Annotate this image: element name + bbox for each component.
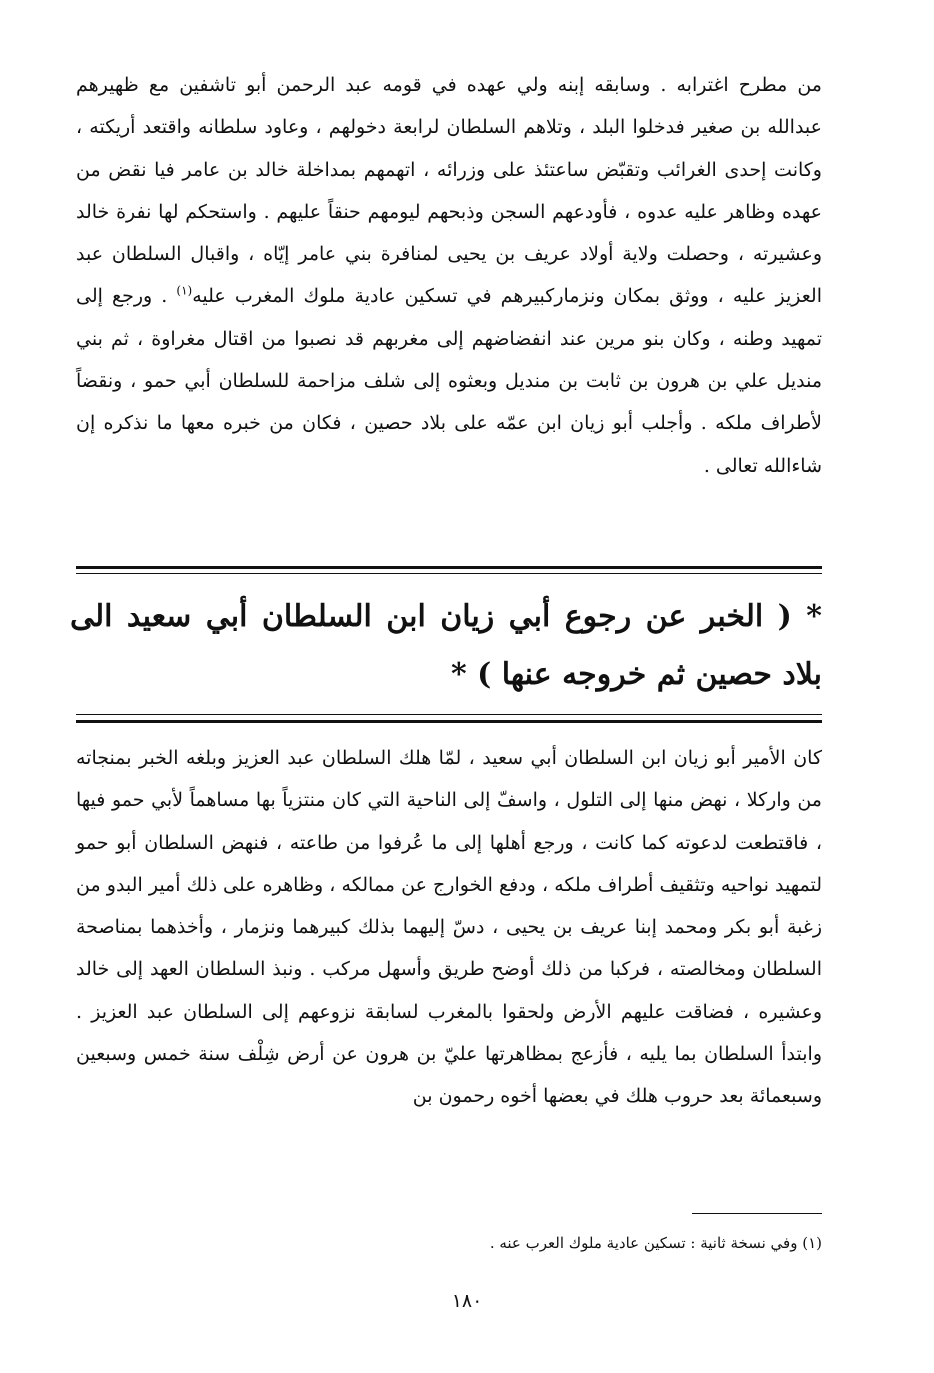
- footnote: (١) وفي نسخة ثانية : تسكين عادية ملوك العرب عنه .: [489, 1234, 822, 1252]
- heading-bottom-rule: [76, 720, 822, 723]
- top-paragraph: [76, 64, 822, 487]
- footnote-reference: (١): [176, 284, 193, 299]
- page-number: ١٨٠: [451, 1290, 483, 1312]
- top-paragraph-text-continued: . ورجع إلى تمهيد وطنه ، وكان بنو مرين عند انفضاضهم إلى مغربهم قد نصبوا من اقتال مغراوة ، ثم بني منديل علي بن هرون بن ثابت بن منديل وبعثوه إلى شلف مزاحمة للسلطان أبي حمو ، ونقضاً لأطراف ملكه . وأجلب أبو زيان ابن عمّه على بلاد حصين ، فكان من خبره معها ما نذكره إن شاءالله تعالى .: [76, 285, 822, 477]
- body-paragraph: كان الأمير أبو زيان ابن السلطان أبي سعيد ، لمّا هلك السلطان عبد العزيز وبلغه الخبر بمنجاته من واركلا ، نهض منها إلى التلول ، واسفّ إلى الناحية التي كان منتزياً بها مساهماً لأبي حمو فيها ، فاقتطعت لدعوته كما كانت ، ورجع أهلها إلى ما عُرفوا من طاعته ، فنهض السلطان أبو حمو لتمهيد نواحيه وتثقيف أطراف ملكه ، ودفع الخوارج عن ممالكه ، وظاهره على ذلك أمير البدو من زغبة أبو بكر ومحمد إبنا عريف بن يحيى ، دسّ إليهما بذلك كبيرهما ونزمار ، وأخذهما بمناصحة السلطان ومخالصته ، فركبا من ذلك أوضح طريق وأسهل مركب . ونبذ السلطان العهد إلى خالد وعشيره ، فضاقت عليهم الأرض ولحقوا بالمغرب لسابقة نزوعهم إلى السلطان عبد العزيز . وابتدأ السلطان بما يليه ، فأزعج بمظاهرتها عليّ بن هرون عن أرض شِلْف سنة خمس وسبعين وسبعمائة بعد حروب هلك في بعضها أخوه رحمون بن: [76, 747, 822, 1108]
- footnote-separator: [692, 1213, 822, 1214]
- section-heading: * ( الخبر عن رجوع أبي زيان ابن السلطان أبي سعيد الى بلاد حصين ثم خروجه عنها ) *: [70, 599, 822, 692]
- heading-top-rule: [76, 566, 822, 569]
- top-paragraph-text: من مطرح اغترابه . وسابقه إبنه ولي عهده في قومه عبد الرحمن أبو تاشفين مع ظهيرهم عبدالله بن صغير فدخلوا البلد ، وتلاهم السلطان لرابعة دخولهم ، وعاود سلطانه واقتعد أريكته ، وكانت إحدى الغرائب وتقبّض ساعتئذ على وزرائه ، اتهمهم بمداخلة خالد بن عامر فيا نقض من عهده وظاهر عليه عدوه ، فأودعهم السجن وذبحهم ليومهم حنقاً عليهم . واستحكم لها نفرة خالد وعشيرته ، وحصلت ولاية أولاد عريف بن يحيى لمنافرة بني عامر إيّاه ، واقبال السلطان عبد العزيز عليه ، ووثق بمكان ونزماركبيرهم في تسكين عادية ملوك المغرب عليه: [76, 74, 822, 308]
- heading-top-rule-inner: [76, 573, 822, 574]
- heading-bottom-rule-inner: [76, 714, 822, 715]
